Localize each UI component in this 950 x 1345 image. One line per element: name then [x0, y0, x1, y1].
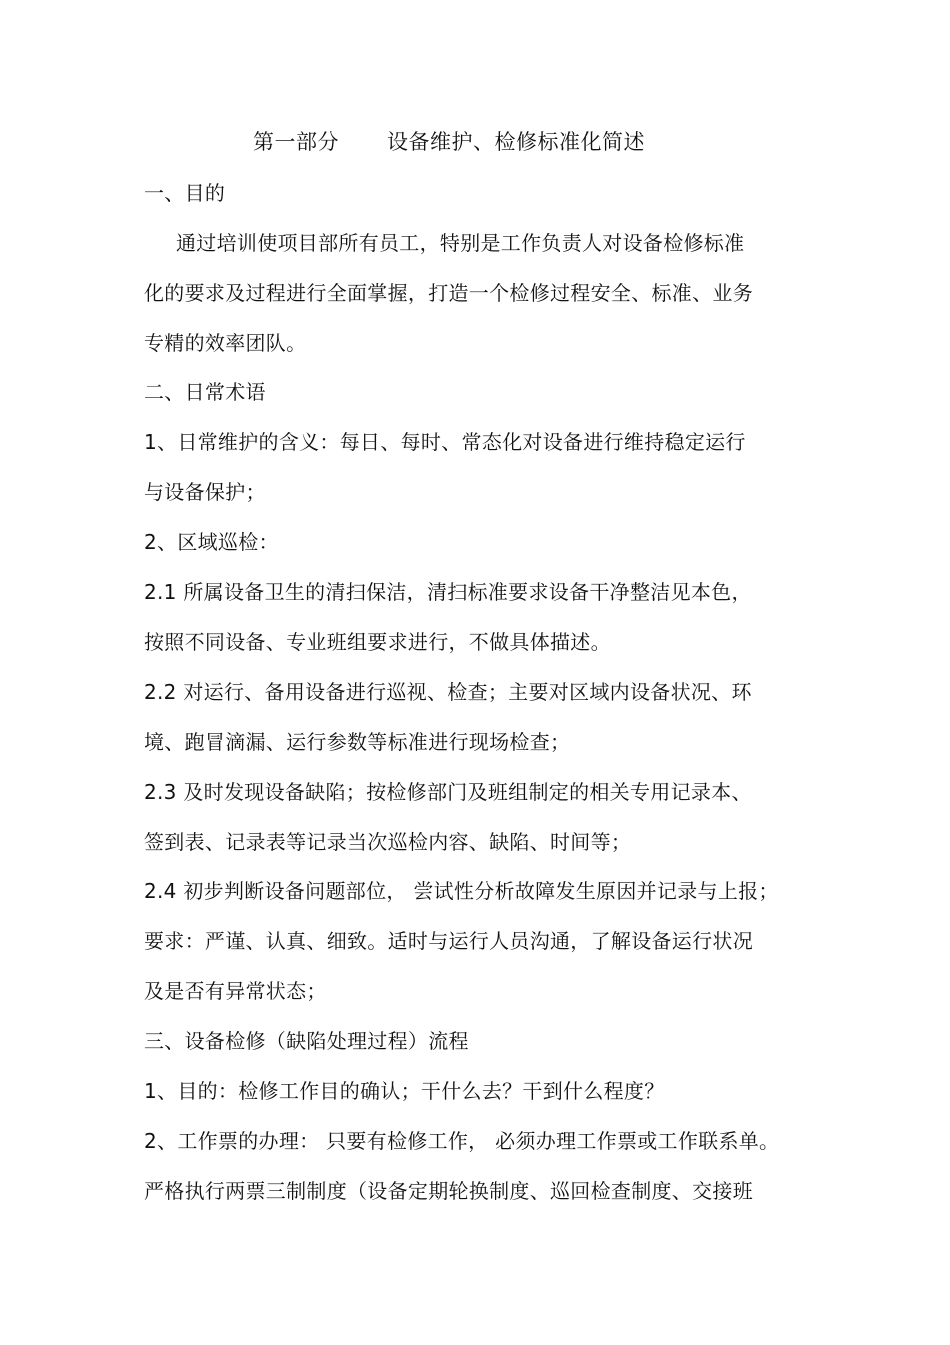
paragraph-line: 2、区域巡检： — [144, 530, 279, 554]
paragraph-line: 化的要求及过程进行全面掌握，打造一个检修过程安全、标准、业务 — [144, 281, 753, 305]
paragraph-line: 严格执行两票三制制度（设备定期轮换制度、巡回检查制度、交接班 — [144, 1179, 753, 1203]
paragraph-line: 2.1 所属设备卫生的清扫保洁，清扫标准要求设备干净整洁见本色， — [144, 580, 752, 604]
paragraph-line: 签到表、记录表等记录当次巡检内容、缺陷、时间等； — [144, 830, 632, 854]
paragraph-line: 要求：严谨、认真、细致。适时与运行人员沟通，了解设备运行状况 — [144, 929, 753, 953]
paragraph-line: 1、日常维护的含义：每日、每时、常态化对设备进行维持稳定运行 — [144, 430, 746, 454]
paragraph-line: 境、跑冒滴漏、运行参数等标准进行现场检查； — [144, 730, 571, 754]
paragraph-line: 通过培训使项目部所有员工，特别是工作负责人对设备检修标准 — [176, 231, 745, 255]
paragraph-line: 2.3 及时发现设备缺陷；按检修部门及班组制定的相关专用记录本、 — [144, 780, 752, 804]
paragraph-line: 按照不同设备、专业班组要求进行，不做具体描述。 — [144, 630, 611, 654]
section-heading-process: 三、设备检修（缺陷处理过程）流程 — [144, 1029, 469, 1053]
paragraph-line: 2.4 初步判断设备问题部位， 尝试性分析故障发生原因并记录与上报； — [144, 879, 779, 903]
paragraph-line: 1、目的：检修工作目的确认；干什么去？干到什么程度？ — [144, 1079, 665, 1103]
paragraph-line: 2、工作票的办理： 只要有检修工作， 必须办理工作票或工作联系单。 — [144, 1129, 780, 1153]
section-heading-purpose: 一、目的 — [144, 181, 226, 205]
title-text: 设备维护、检修标准化简述 — [387, 130, 645, 154]
title-part: 第一部分 — [253, 130, 339, 154]
page-title — [253, 129, 645, 155]
section-heading-terms: 二、日常术语 — [144, 380, 266, 404]
paragraph-line: 与设备保护； — [144, 480, 266, 504]
paragraph-line: 专精的效率团队。 — [144, 331, 307, 355]
paragraph-line: 及是否有异常状态； — [144, 979, 327, 1003]
paragraph-line: 2.2 对运行、备用设备进行巡视、检查；主要对区域内设备状况、环 — [144, 680, 752, 704]
